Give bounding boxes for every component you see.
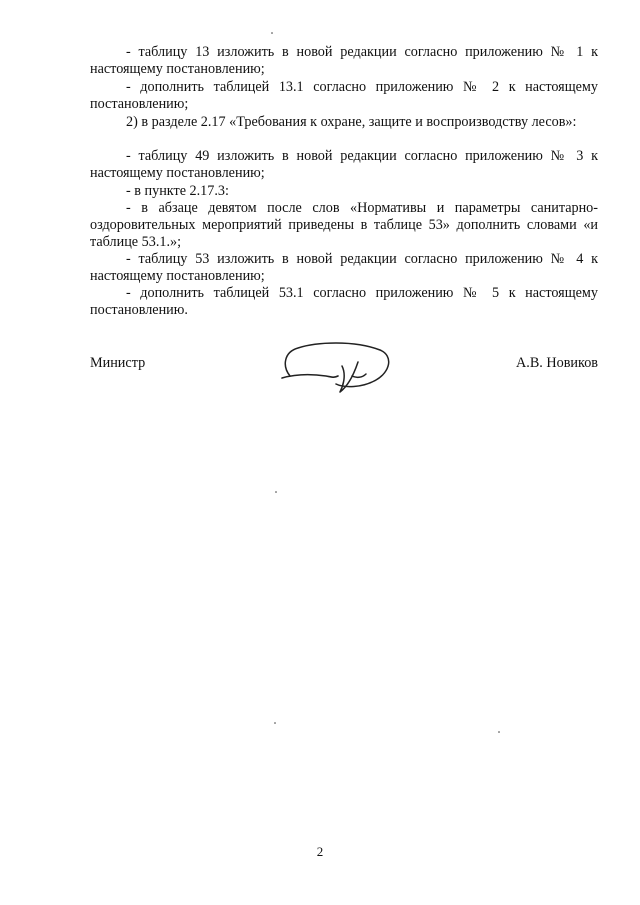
paragraph-table-53-1: - дополнить таблицей 53.1 согласно приложению № 5 к настоящему постановлению. [90,285,598,318]
paragraph-ninth-clause: - в абзаце девятом после слов «Нормативы и параметры санитарно-оздоровительных мероприятий приведены в таблице 53» дополнить словами «и таблице 53.1.»; [90,200,598,250]
signatory-name: А.В. Новиков [516,355,598,371]
handwritten-signature [276,336,396,396]
paragraph-table-49: - таблицу 49 изложить в новой редакции согласно приложению № 3 к настоящему постановлению; [90,148,598,181]
paragraph-table-53: - таблицу 53 изложить в новой редакции согласно приложению № 4 к настоящему постановлению; [90,251,598,284]
signatory-position: Министр [90,355,146,371]
scan-speck [275,491,277,493]
scan-speck [271,32,273,34]
paragraph-point-2-17-3: - в пункте 2.17.3: [126,183,229,199]
scan-speck [274,722,276,724]
paragraph-table-13: - таблицу 13 изложить в новой редакции согласно приложению № 1 к настоящему постановлению; [90,44,598,77]
scan-speck [498,731,500,733]
paragraph-table-13-1: - дополнить таблицей 13.1 согласно приложению № 2 к настоящему постановлению; [90,79,598,112]
page-number: 2 [316,844,324,859]
paragraph-section-2-17: 2) в разделе 2.17 «Требования к охране, защите и воспроизводству лесов»: [126,114,577,130]
